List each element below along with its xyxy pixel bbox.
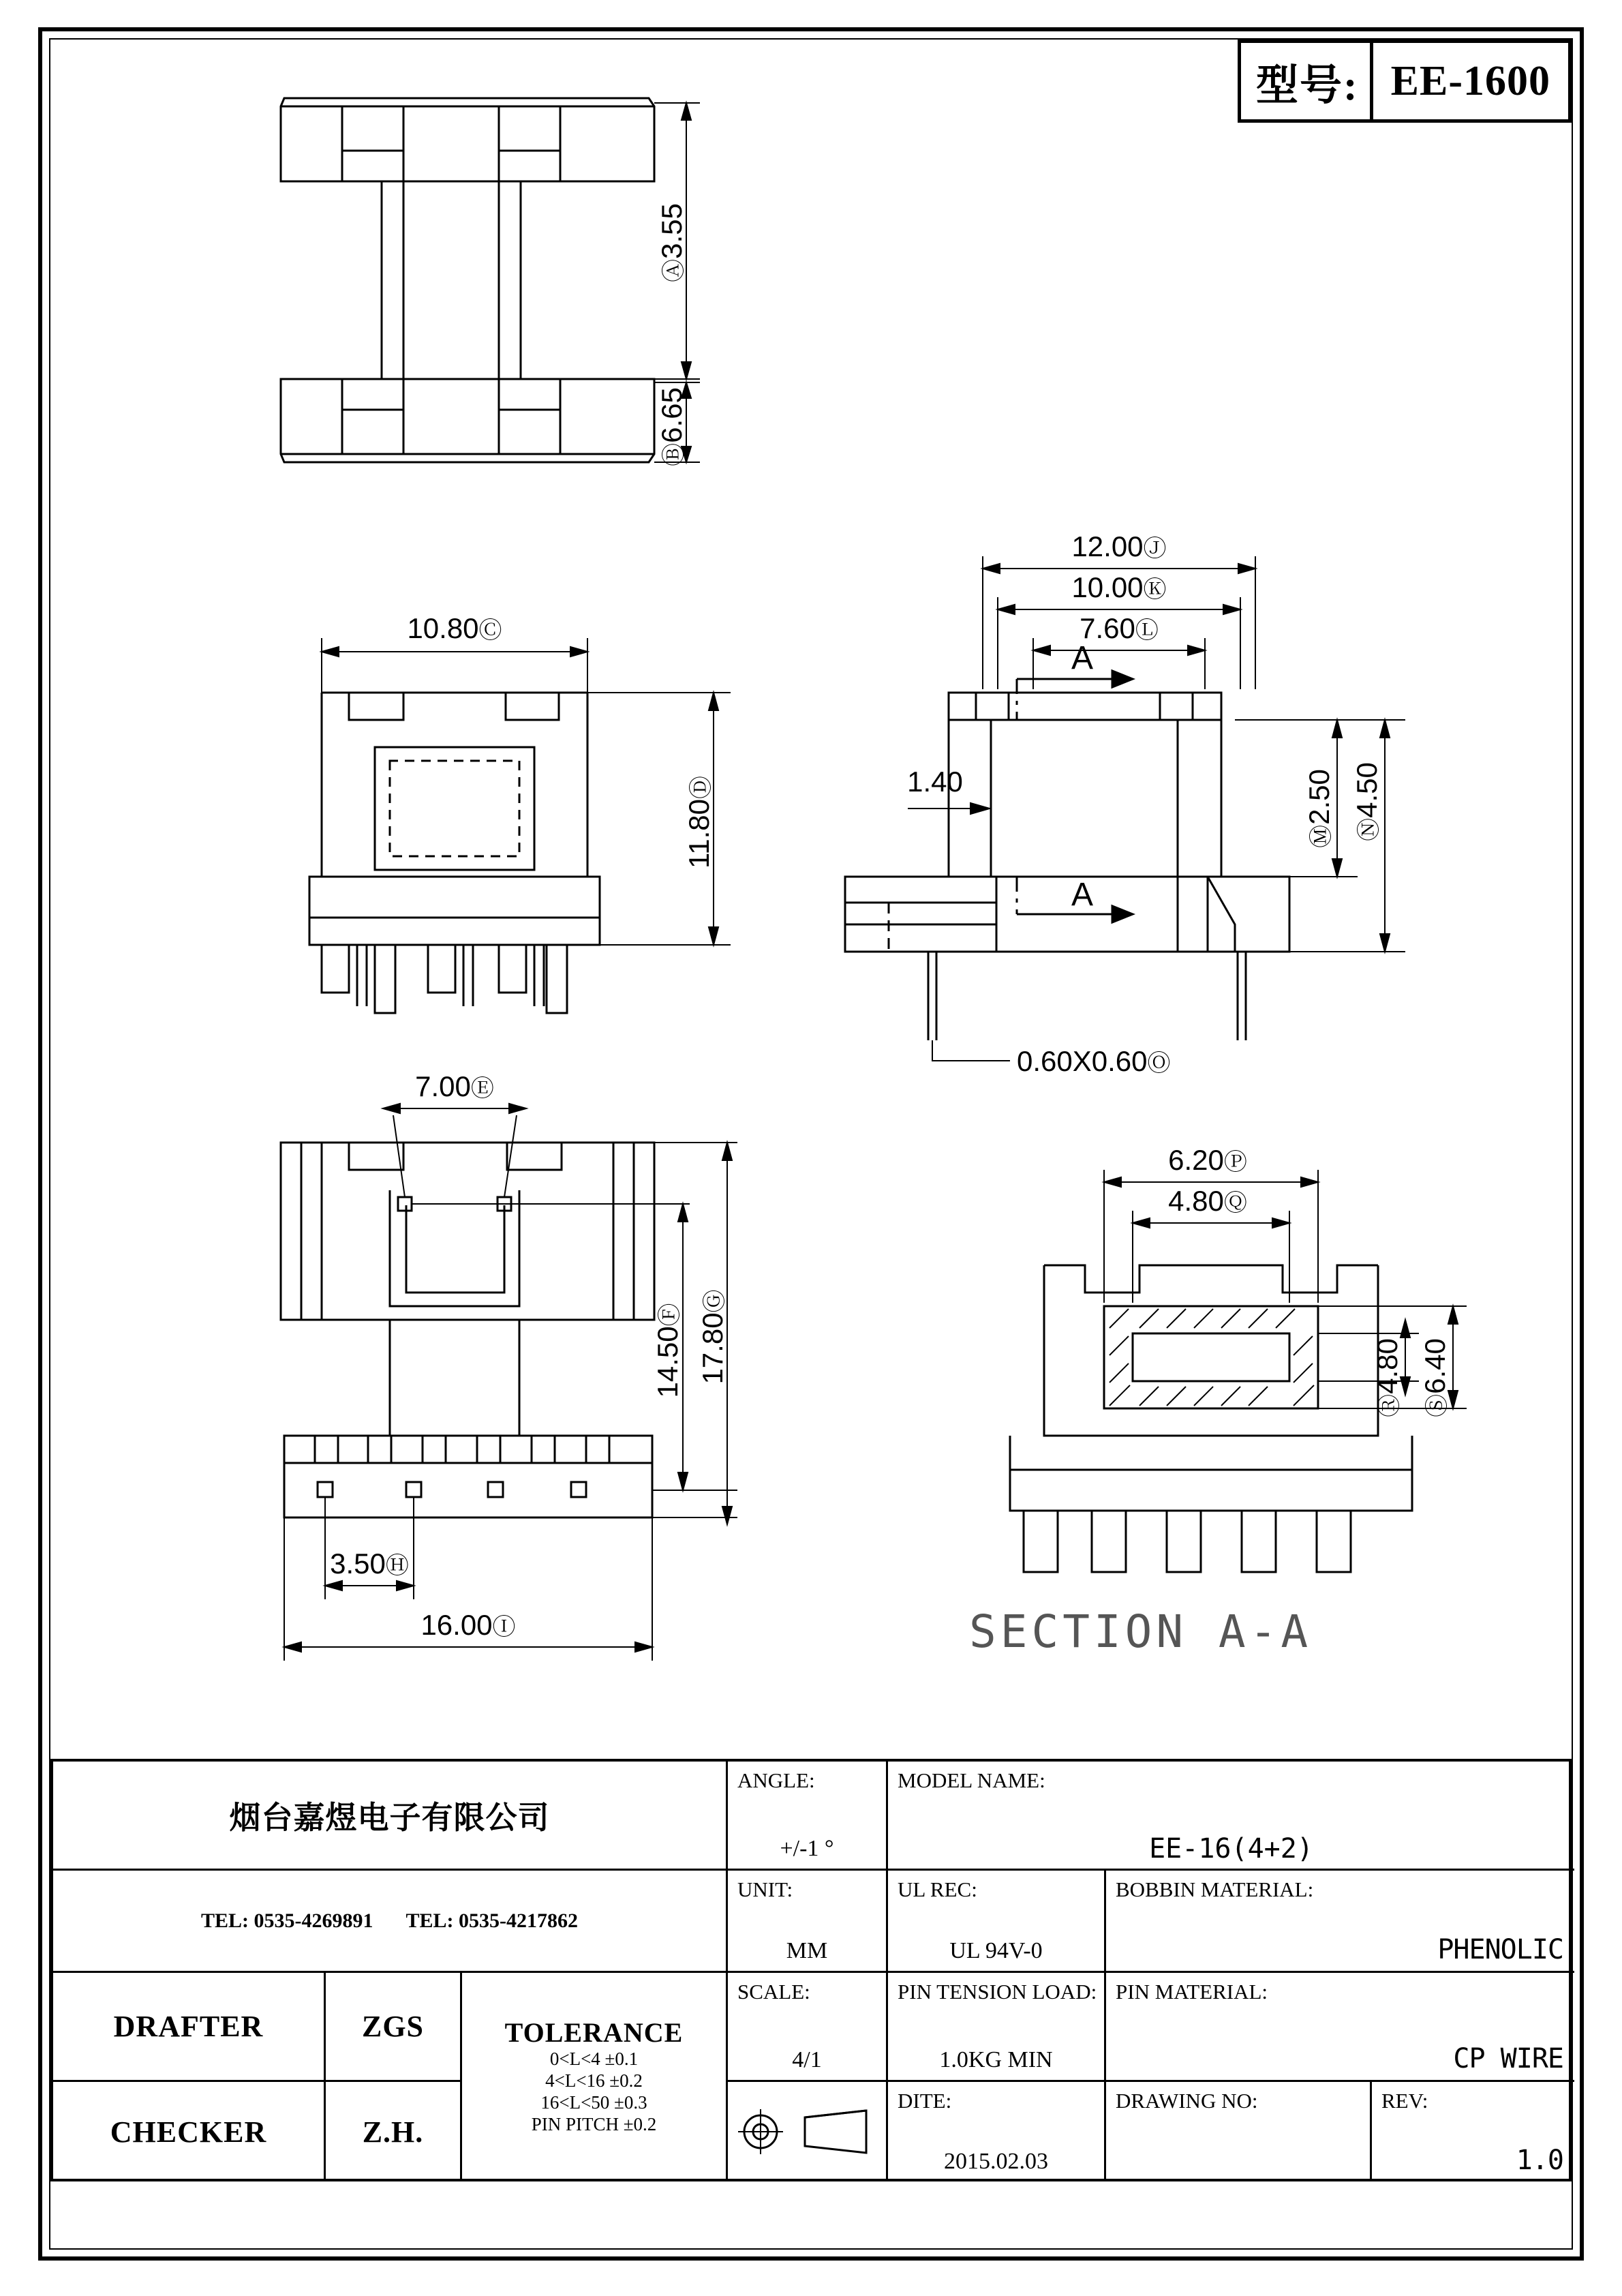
- unit-value: MM: [786, 1938, 828, 1963]
- ul-rec-value: UL 94V-0: [949, 1938, 1043, 1963]
- tolerance-cell: [462, 1973, 728, 2181]
- dim-text-K: 10.00Ⓚ: [1071, 571, 1167, 603]
- dim-text-N: Ⓝ4.50: [1351, 762, 1383, 841]
- angle-label: ANGLE:: [737, 1768, 815, 1792]
- scale-label: SCALE:: [737, 1980, 810, 2004]
- model-name-cell: [888, 1762, 1574, 1871]
- section-arrow-label-bottom: A: [1071, 877, 1094, 913]
- scale-value: 4/1: [792, 2047, 822, 2072]
- dim-text-L: 7.60Ⓛ: [1080, 612, 1159, 644]
- projection-symbol-cell: [728, 2082, 888, 2181]
- drafter-label: DRAFTER: [113, 2010, 264, 2043]
- drawing-area: [49, 38, 1573, 1729]
- telephone-2: TEL: 0535-4217862: [406, 1909, 579, 1932]
- checker-label-cell: [53, 2082, 326, 2181]
- view-front-outline: [309, 693, 600, 1013]
- dim-text-I: 16.00Ⓘ: [420, 1609, 516, 1641]
- model-value: EE-1600: [1370, 43, 1568, 119]
- rev-value: 1.0: [1516, 2145, 1563, 2176]
- drafter-label-cell: [53, 1973, 326, 2082]
- company-cell: [53, 1762, 728, 1871]
- unit-cell: [728, 1871, 888, 1973]
- tolerance-row: 4<L<16 ±0.2: [545, 2070, 643, 2091]
- rev-cell: [1372, 2082, 1574, 2181]
- dim-text-J: 12.00Ⓙ: [1071, 530, 1167, 562]
- ul-rec-cell: [888, 1871, 1106, 1973]
- telephone-1: TEL: 0535-4269891: [200, 1909, 373, 1932]
- checker-value: Z.H.: [362, 2115, 424, 2149]
- ul-rec-label: UL REC:: [898, 1877, 977, 1901]
- pin-tension-value: 1.0KG MIN: [939, 2047, 1053, 2072]
- dim-text-140: 1.40: [907, 766, 963, 798]
- dim-text-C: 10.80Ⓒ: [407, 612, 502, 644]
- checker-value-cell: [326, 2082, 462, 2181]
- drafter-value: ZGS: [361, 2010, 425, 2043]
- checker-label: CHECKER: [110, 2115, 267, 2149]
- dim-text-S: Ⓢ6.40: [1419, 1338, 1451, 1417]
- view-plan-right-outline: [845, 671, 1289, 1040]
- telephone-cell: [53, 1871, 728, 1973]
- dim-text-E: 7.00Ⓔ: [415, 1070, 494, 1102]
- bobbin-material-label: BOBBIN MATERIAL:: [1116, 1877, 1314, 1901]
- dim-text-O: 0.60X0.60Ⓞ: [1017, 1045, 1171, 1077]
- model-name-label: MODEL NAME:: [898, 1768, 1045, 1792]
- date-value: 2015.02.03: [944, 2149, 1048, 2174]
- unit-label: UNIT:: [737, 1877, 793, 1901]
- pin-material-label: PIN MATERIAL:: [1116, 1980, 1268, 2004]
- dimension-O: [932, 1040, 1010, 1061]
- dim-text-R: Ⓡ4.80: [1371, 1338, 1403, 1417]
- tolerance-row: 16<L<50 ±0.3: [540, 2092, 647, 2113]
- dim-text-Q: 4.80Ⓠ: [1168, 1185, 1247, 1217]
- rev-label: REV:: [1381, 2089, 1428, 2113]
- dim-text-G: 17.80Ⓖ: [697, 1289, 729, 1385]
- scale-cell: [728, 1973, 888, 2082]
- drawing-no-label: DRAWING NO:: [1116, 2089, 1258, 2113]
- date-label: DITE:: [898, 2089, 952, 2113]
- model-label: 型号:: [1255, 62, 1359, 109]
- dim-text-B: Ⓑ6.65: [656, 387, 688, 466]
- view-side-outline: [281, 1143, 654, 1517]
- section-arrow-label-top: A: [1071, 640, 1094, 676]
- dim-text-H: 3.50Ⓗ: [330, 1547, 409, 1580]
- pin-tension-cell: [888, 1973, 1106, 2082]
- company-name: 烟台嘉煜电子有限公司: [229, 1800, 550, 1835]
- dim-text-M: Ⓜ2.50: [1303, 769, 1335, 848]
- view-section-aa: [1010, 1265, 1412, 1572]
- dim-text-D: 11.80Ⓓ: [683, 776, 715, 868]
- dimension-C: [322, 638, 587, 693]
- projection-symbol: [735, 2086, 879, 2177]
- dim-text-A: Ⓐ3.55: [656, 203, 688, 282]
- angle-value: +/-1 °: [780, 1836, 834, 1861]
- bobbin-material-cell: [1106, 1871, 1574, 1973]
- pin-material-value: CP WIRE: [1453, 2043, 1563, 2074]
- drafter-value-cell: [326, 1973, 462, 2082]
- tolerance-row: PIN PITCH ±0.2: [531, 2113, 657, 2134]
- drawing-no-cell: [1106, 2082, 1372, 2181]
- tolerance-row: 0<L<4 ±0.1: [549, 2049, 639, 2070]
- bobbin-material-value: PHENOLIC: [1437, 1934, 1563, 1965]
- angle-cell: [728, 1762, 888, 1871]
- date-cell: [888, 2082, 1106, 2181]
- view-top-outline: [281, 98, 654, 462]
- dim-text-P: 6.20Ⓟ: [1168, 1144, 1247, 1176]
- title-block: [50, 1759, 1572, 2181]
- model-name-value: EE-16(4+2): [1149, 1833, 1313, 1864]
- pin-material-cell: [1106, 1973, 1574, 2082]
- dim-text-F: 14.50Ⓕ: [652, 1303, 684, 1398]
- tolerance-title: TOLERANCE: [504, 2017, 684, 2049]
- section-caption: SECTION A-A: [969, 1605, 1313, 1658]
- pin-tension-label: PIN TENSION LOAD:: [898, 1980, 1097, 2004]
